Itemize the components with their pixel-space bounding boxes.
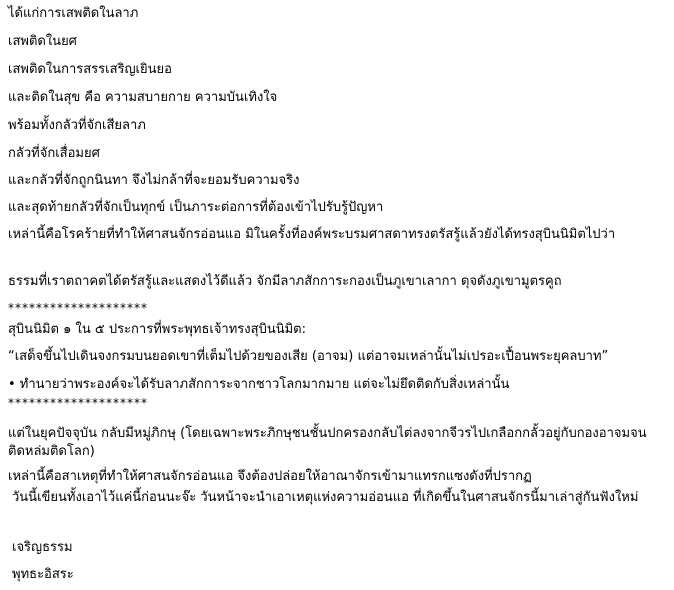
text-line: และสุดท้ายกลัวที่จักเป็นทุกข์ เป็นภาระต่อการที่ต้องเข้าไปรับรู้ปัญหา: [8, 200, 384, 215]
signoff-line: เจริญธรรม: [12, 540, 73, 555]
text-line: เหล่านี้คือโรคร้ายที่ทำให้ศาสนจักรอ่อนแอ มิในครั้งที่องค์พระบรมศาสดาทรงตรัสรู้แล้วยังได้ทรงสุบินนิมิตไปว่า: [8, 227, 616, 242]
quote-line: “เสด็จขึ้นไปเดินจงกรมบนยอดเขาที่เต็มไปด้วยของเสีย (อาจม) แต่อาจมเหล่านั้นไม่เปรอะเปื้อนพระยุคลบาท”: [8, 349, 609, 364]
text-line: และติดในสุข คือ ความสบายกาย ความบันเทิงใจ: [8, 90, 278, 105]
separator-line: ********************: [8, 396, 148, 410]
bullet-line: • ทำนายว่าพระองค์จะได้รับลาภสักการะจากชาวโลกมากมาย แต่จะไม่ยึดติดกับสิ่งเหล่านั้น: [8, 377, 510, 392]
text-line: เสพติดในยศ: [8, 34, 77, 49]
author-signature: พุทธะอิสระ: [12, 567, 74, 582]
text-line: วันนี้เขียนทั้งเอาไว้แค่นี้ก่อนนะจ๊ะ วันหน้าจะนำเอาเหตุแห่งความอ่อนแอ ที่เกิดขึ้นในศาสนจักรนี้มาเล่าสู่กันฟังใหม่: [12, 490, 639, 505]
text-line: พร้อมทั้งกลัวที่จักเสียลาภ: [8, 118, 146, 133]
text-line: ธรรมที่เราตถาคตได้ตรัสรู้และแสดงไว้ดีแล้ว จักมีลาภสักการะกองเป็นภูเขาเลากา ดุจดังภูเขามูตรคูถ: [8, 274, 562, 289]
separator-line: ********************: [8, 301, 148, 315]
text-line: แต่ในยุคปัจจุบัน กลับมีหมู่ภิกษุ (โดยเฉพาะพระภิกษุชนชั้นปกครองกลับไต่ลงจากจีวรไปเกลือกกลั้วอยู่กับกองอาจมจนติดหล่มติดโลก): [8, 426, 647, 459]
text-line: และกลัวที่จักถูกนินทา จึงไม่กล้าที่จะยอมรับความจริง: [8, 173, 300, 188]
text-line: สุบินนิมิต ๑ ใน ๕ ประการที่พระพุทธเจ้าทรงสุบินนิมิต:: [8, 322, 306, 337]
text-line: เสพติดในการสรรเสริญเยินยอ: [8, 62, 172, 77]
text-line: เหล่านี้คือสาเหตุที่ทำให้ศาสนจักรอ่อนแอ จึงต้องปล่อยให้อาณาจักรเข้ามาแทรกแซงดังที่ปรากฏ: [8, 469, 532, 484]
text-line: ได้แก่การเสพติดในลาภ: [8, 6, 139, 21]
text-line: กลัวที่จักเสื่อมยศ: [8, 146, 100, 161]
